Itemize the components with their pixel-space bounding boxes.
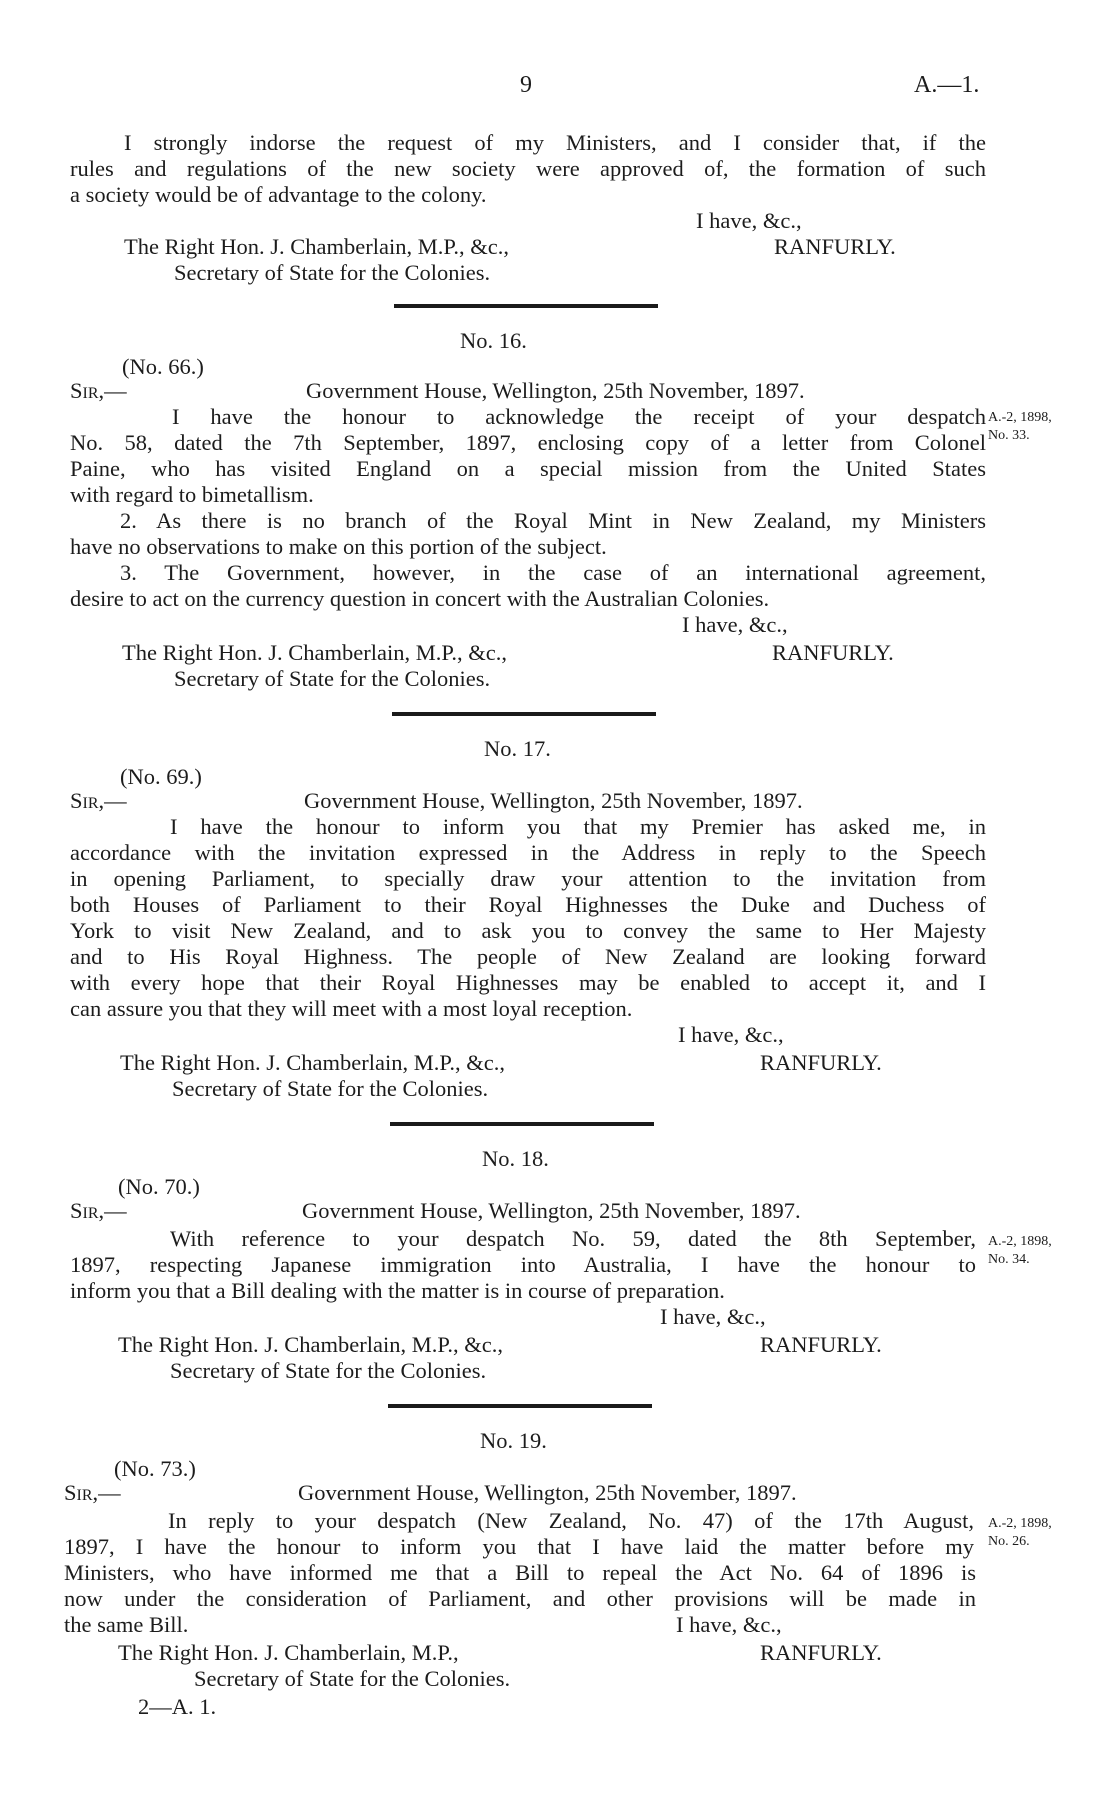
body-line: No. 58, dated the 7th September, 1897, enclosing copy of a letter from Colonel [70, 430, 986, 455]
addressee-title: Secretary of State for the Colonies. [194, 1666, 511, 1691]
addressee-title: Secretary of State for the Colonies. [174, 666, 491, 691]
dateline: Government House, Wellington, 25th November, 1897. [306, 378, 805, 403]
document-reference: A.—1. [914, 72, 980, 98]
salutation: Sir,— [64, 1480, 121, 1505]
body-line: 2. As there is no branch of the Royal Mint in New Zealand, my Ministers [120, 508, 986, 533]
dateline: Government House, Wellington, 25th November, 1897. [304, 788, 803, 813]
addressee-title: Secretary of State for the Colonies. [174, 260, 491, 285]
section-divider [390, 1122, 654, 1126]
dateline: Government House, Wellington, 25th November, 1897. [302, 1198, 801, 1223]
closing: I have, &c., [660, 1304, 766, 1329]
body-line: the same Bill. [64, 1612, 189, 1637]
margin-note: A.-2, 1898, [988, 1234, 1052, 1249]
body-line: with every hope that their Royal Highnesses may be enabled to accept it, and I [70, 970, 986, 995]
body-line: in opening Parliament, to specially draw your attention to the invitation from [70, 866, 986, 891]
body-line: inform you that a Bill dealing with the matter is in course of preparation. [70, 1278, 725, 1303]
body-line: With reference to your despatch No. 59, dated the 8th September, [170, 1226, 976, 1251]
letter-reference: (No. 70.) [118, 1174, 200, 1199]
letter-reference: (No. 66.) [122, 354, 204, 379]
body-line: I have the honour to acknowledge the receipt of your despatch [172, 404, 986, 429]
body-line: 1897, I have the honour to inform you that I have laid the matter before my [64, 1534, 974, 1559]
addressee-title: Secretary of State for the Colonies. [172, 1076, 489, 1101]
margin-note: No. 26. [988, 1534, 1030, 1549]
body-line: can assure you that they will meet with a most loyal reception. [70, 996, 633, 1021]
addressee: The Right Hon. J. Chamberlain, M.P., &c., [122, 640, 507, 665]
letter-number: No. 18. [482, 1146, 549, 1171]
body-line: York to visit New Zealand, and to ask you to convey the same to Her Majesty [70, 918, 986, 943]
page-number: 9 [520, 72, 532, 98]
body-line: accordance with the invitation expressed in the Address in reply to the Speech [70, 840, 986, 865]
addressee: The Right Hon. J. Chamberlain, M.P., &c., [118, 1332, 503, 1357]
body-line: with regard to bimetallism. [70, 482, 314, 507]
body-line: both Houses of Parliament to their Royal Highnesses the Duke and Duchess of [70, 892, 986, 917]
body-line: 1897, respecting Japanese immigration into Australia, I have the honour to [70, 1252, 976, 1277]
intro-line: I strongly indorse the request of my Ministers, and I consider that, if the [124, 130, 986, 155]
signature: RANFURLY. [774, 234, 896, 259]
section-divider [394, 304, 658, 308]
section-divider [392, 712, 656, 716]
salutation: Sir,— [70, 378, 127, 403]
body-line: desire to act on the currency question in concert with the Australian Colonies. [70, 586, 770, 611]
body-line: In reply to your despatch (New Zealand, No. 47) of the 17th August, [168, 1508, 974, 1533]
printer-signature-mark: 2—A. 1. [138, 1694, 217, 1719]
addressee: The Right Hon. J. Chamberlain, M.P., &c., [124, 234, 509, 259]
dateline: Government House, Wellington, 25th November, 1897. [298, 1480, 797, 1505]
section-divider [388, 1404, 652, 1408]
margin-note: No. 33. [988, 428, 1030, 443]
signature: RANFURLY. [760, 1050, 882, 1075]
margin-note: A.-2, 1898, [988, 410, 1052, 425]
letter-number: No. 16. [460, 328, 527, 353]
closing: I have, &c., [682, 612, 788, 637]
letter-number: No. 17. [484, 736, 551, 761]
body-line: now under the consideration of Parliament, and other provisions will be made in [64, 1586, 976, 1611]
body-line: Paine, who has visited England on a special mission from the United States [70, 456, 986, 481]
signature: RANFURLY. [760, 1332, 882, 1357]
intro-line: rules and regulations of the new society were approved of, the formation of such [70, 156, 986, 181]
body-line: have no observations to make on this portion of the subject. [70, 534, 607, 559]
salutation: Sir,— [70, 788, 127, 813]
letter-number: No. 19. [480, 1428, 547, 1453]
letter-reference: (No. 69.) [120, 764, 202, 789]
intro-line: a society would be of advantage to the colony. [70, 182, 487, 207]
margin-note: No. 34. [988, 1252, 1030, 1267]
body-line: 3. The Government, however, in the case of an international agreement, [120, 560, 986, 585]
addressee: The Right Hon. J. Chamberlain, M.P., &c., [120, 1050, 505, 1075]
signature: RANFURLY. [772, 640, 894, 665]
letter-reference: (No. 73.) [114, 1456, 196, 1481]
body-line: and to His Royal Highness. The people of New Zealand are looking forward [70, 944, 986, 969]
addressee-title: Secretary of State for the Colonies. [170, 1358, 487, 1383]
closing: I have, &c., [676, 1612, 782, 1637]
signature: RANFURLY. [760, 1640, 882, 1665]
salutation: Sir,— [70, 1198, 127, 1223]
body-line: I have the honour to inform you that my Premier has asked me, in [170, 814, 986, 839]
closing: I have, &c., [696, 208, 802, 233]
closing: I have, &c., [678, 1022, 784, 1047]
addressee: The Right Hon. J. Chamberlain, M.P., [118, 1640, 459, 1665]
body-line: Ministers, who have informed me that a Bill to repeal the Act No. 64 of 1896 is [64, 1560, 976, 1585]
margin-note: A.-2, 1898, [988, 1516, 1052, 1531]
